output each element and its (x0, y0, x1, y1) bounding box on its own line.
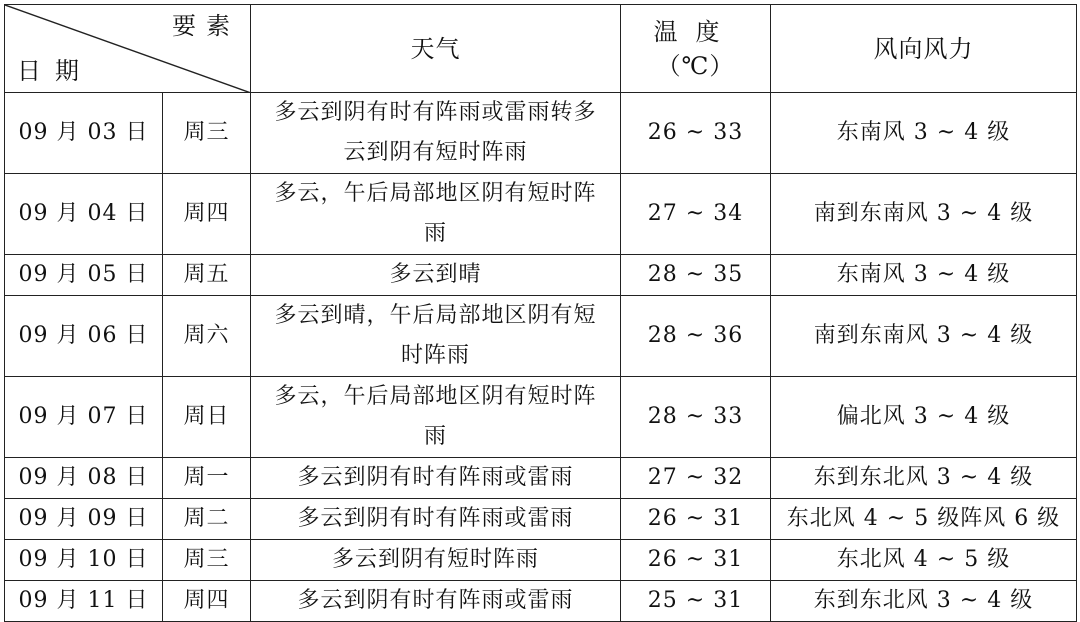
weekday-cell: 周三 (163, 93, 251, 174)
table-row (5, 296, 1077, 377)
table-row (5, 581, 1077, 622)
weather-cell: 多云，午后局部地区阴有短时阵雨 (251, 377, 621, 458)
table-row (5, 377, 1077, 458)
temperature-cell: 28 ~ 33 (621, 377, 771, 458)
date-cell: 09 月 10 日 (5, 540, 163, 581)
temperature-cell: 27 ~ 32 (621, 458, 771, 499)
weather-cell: 多云到阴有时有阵雨或雷雨转多云到阴有短时阵雨 (251, 93, 621, 174)
forecast-rows (5, 93, 1077, 622)
date-cell: 09 月 09 日 (5, 499, 163, 540)
weather-cell: 多云到阴有时有阵雨或雷雨 (251, 458, 621, 499)
table-row (5, 458, 1077, 499)
temperature-cell: 26 ~ 31 (621, 540, 771, 581)
table-row (5, 499, 1077, 540)
weekday-cell: 周二 (163, 499, 251, 540)
table-header-row (5, 5, 1077, 93)
weekday-cell: 周一 (163, 458, 251, 499)
weekday-cell: 周日 (163, 377, 251, 458)
weather-cell: 多云到阴有时有阵雨或雷雨 (251, 581, 621, 622)
temperature-cell: 25 ~ 31 (621, 581, 771, 622)
weather-cell: 多云到晴 (251, 255, 621, 296)
temperature-unit-label: （℃） (656, 51, 735, 80)
date-cell: 09 月 05 日 (5, 255, 163, 296)
weather-forecast-table (4, 4, 1077, 622)
wind-cell: 南到东南风 3 ~ 4 级 (771, 174, 1077, 255)
weekday-cell: 周四 (163, 174, 251, 255)
wind-cell: 偏北风 3 ~ 4 级 (771, 377, 1077, 458)
weather-cell: 多云到阴有短时阵雨 (251, 540, 621, 581)
weekday-cell: 周四 (163, 581, 251, 622)
wind-cell: 东南风 3 ~ 4 级 (771, 93, 1077, 174)
weather-cell: 多云，午后局部地区阴有短时阵雨 (251, 174, 621, 255)
wind-cell: 东北风 4 ~ 5 级阵风 6 级 (771, 499, 1077, 540)
temperature-column-header (621, 5, 771, 93)
table-row (5, 93, 1077, 174)
temperature-cell: 28 ~ 36 (621, 296, 771, 377)
weekday-cell: 周六 (163, 296, 251, 377)
wind-cell: 东北风 4 ~ 5 级 (771, 540, 1077, 581)
weekday-cell: 周五 (163, 255, 251, 296)
wind-cell: 东到东北风 3 ~ 4 级 (771, 581, 1077, 622)
weather-cell: 多云到晴，午后局部地区阴有短时阵雨 (251, 296, 621, 377)
wind-cell: 东到东北风 3 ~ 4 级 (771, 458, 1077, 499)
weather-cell: 多云到阴有时有阵雨或雷雨 (251, 499, 621, 540)
corner-header-cell (5, 5, 251, 93)
wind-cell: 东南风 3 ~ 4 级 (771, 255, 1077, 296)
wind-column-header: 风向风力 (771, 5, 1077, 93)
table-row (5, 540, 1077, 581)
date-cell: 09 月 08 日 (5, 458, 163, 499)
date-cell: 09 月 04 日 (5, 174, 163, 255)
temperature-header-label: 温度 (653, 17, 738, 46)
date-cell: 09 月 07 日 (5, 377, 163, 458)
date-cell: 09 月 11 日 (5, 581, 163, 622)
table-row (5, 255, 1077, 296)
temperature-cell: 27 ~ 34 (621, 174, 771, 255)
corner-elements-label: 要素 (172, 12, 240, 40)
weekday-cell: 周三 (163, 540, 251, 581)
wind-cell: 南到东南风 3 ~ 4 级 (771, 296, 1077, 377)
corner-date-label: 日期 (17, 57, 93, 85)
weather-column-header: 天气 (251, 5, 621, 93)
date-cell: 09 月 06 日 (5, 296, 163, 377)
date-cell: 09 月 03 日 (5, 93, 163, 174)
temperature-cell: 28 ~ 35 (621, 255, 771, 296)
temperature-cell: 26 ~ 33 (621, 93, 771, 174)
temperature-cell: 26 ~ 31 (621, 499, 771, 540)
table-row (5, 174, 1077, 255)
